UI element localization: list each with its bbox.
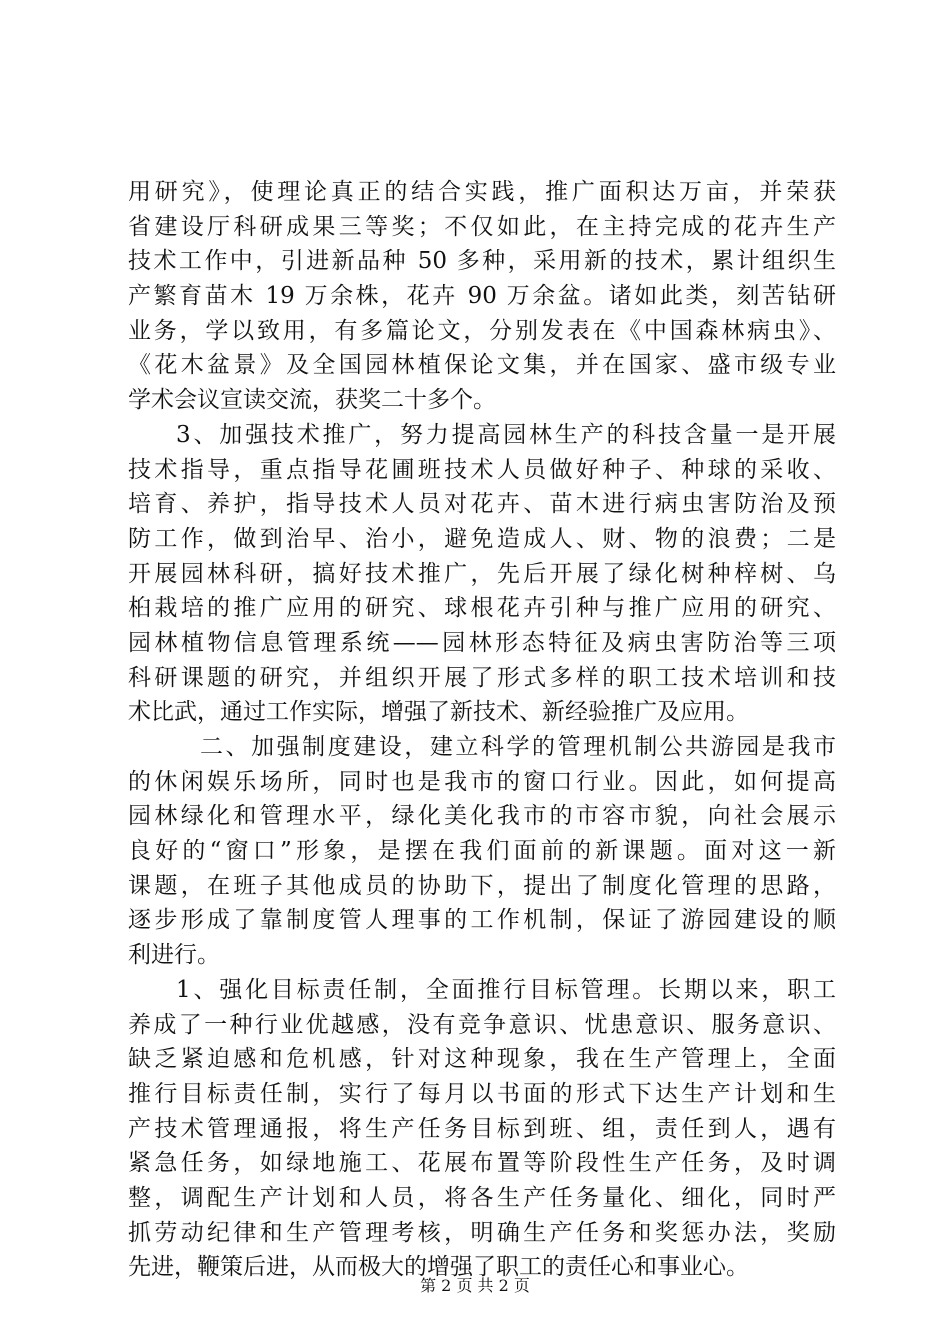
text-line: 培育、养护，指导技术人员对花卉、苗木进行病虫害防治及预 bbox=[128, 491, 836, 518]
text-line: 学术会议宣读交流，获奖二十多个。 bbox=[128, 387, 496, 414]
text-line: 业务，学以致用，有多篇论文，分别发表在《中国森林病虫》、 bbox=[128, 317, 836, 344]
text-line: 产繁育苗木 19 万余株，花卉 90 万余盆。诸如此类，刻苦钻研 bbox=[128, 283, 836, 310]
text-line: 桕栽培的推广应用的研究、球根花卉引种与推广应用的研究、 bbox=[128, 595, 836, 622]
text-line: 抓劳动纪律和生产管理考核，明确生产任务和奖惩办法，奖励 bbox=[128, 1219, 836, 1246]
page-number-footer: 第 2 页 共 2 页 bbox=[420, 1276, 530, 1295]
text-line: 紧急任务，如绿地施工、花展布置等阶段性生产任务，及时调 bbox=[128, 1150, 836, 1177]
text-line: 的休闲娱乐场所，同时也是我市的窗口行业。因此，如何提高 bbox=[128, 768, 836, 795]
text-line: 用研究》，使理论真正的结合实践，推广面积达万亩，并荣获 bbox=[128, 179, 836, 205]
text-line: 1、强化目标责任制，全面推行目标管理。长期以来，职工 bbox=[176, 976, 836, 1003]
text-line: 先进，鞭策后进，从而极大的增强了职工的责任心和事业心。 bbox=[128, 1254, 749, 1281]
text-line: 课题，在班子其他成员的协助下，提出了制度化管理的思路， bbox=[128, 872, 836, 899]
text-line: 推行目标责任制，实行了每月以书面的形式下达生产计划和生 bbox=[128, 1080, 836, 1107]
text-line: 科研课题的研究，并组织开展了形式多样的职工技术培训和技 bbox=[128, 664, 836, 691]
text-line: 良好的“窗口”形象，是摆在我们面前的新课题。面对这一新 bbox=[128, 838, 836, 865]
text-line: 防工作，做到治早、治小，避免造成人、财、物的浪费；二是 bbox=[128, 525, 836, 552]
text-line: 逐步形成了靠制度管人理事的工作机制，保证了游园建设的顺 bbox=[128, 907, 836, 934]
text-line: 整，调配生产计划和人员，将各生产任务量化、细化，同时严 bbox=[128, 1184, 836, 1211]
text-line: 园林植物信息管理系统——园林形态特征及病虫害防治等三项 bbox=[128, 629, 836, 656]
text-line: 产技术管理通报，将生产任务目标到班、组，责任到人，遇有 bbox=[128, 1115, 836, 1142]
document-body bbox=[128, 175, 836, 1285]
text-line: 术比武，通过工作实际，增强了新技术、新经验推广及应用。 bbox=[128, 699, 749, 726]
text-line: 3、加强技术推广，努力提高园林生产的科技含量一是开展 bbox=[176, 421, 836, 448]
text-line: 利进行。 bbox=[128, 942, 220, 969]
text-line: 开展园林科研，搞好技术推广，先后开展了绿化树种梓树、乌 bbox=[128, 560, 836, 587]
text-line: 缺乏紧迫感和危机感，针对这种现象，我在生产管理上，全面 bbox=[128, 1046, 836, 1073]
text-line: 《花木盆景》及全国园林植保论文集，并在国家、盛市级专业 bbox=[128, 352, 836, 379]
text-line: 二、加强制度建设，建立科学的管理机制公共游园是我市 bbox=[200, 734, 836, 760]
text-line: 技术指导，重点指导花圃班技术人员做好种子、种球的采收、 bbox=[128, 456, 836, 483]
text-line: 技术工作中，引进新品种 50 多种，采用新的技术，累计组织生 bbox=[128, 248, 836, 275]
text-line: 养成了一种行业优越感，没有竞争意识、忧患意识、服务意识、 bbox=[128, 1011, 836, 1038]
text-line: 省建设厅科研成果三等奖；不仅如此，在主持完成的花卉生产 bbox=[128, 213, 836, 240]
text-line: 园林绿化和管理水平，绿化美化我市的市容市貌，向社会展示 bbox=[128, 803, 836, 830]
